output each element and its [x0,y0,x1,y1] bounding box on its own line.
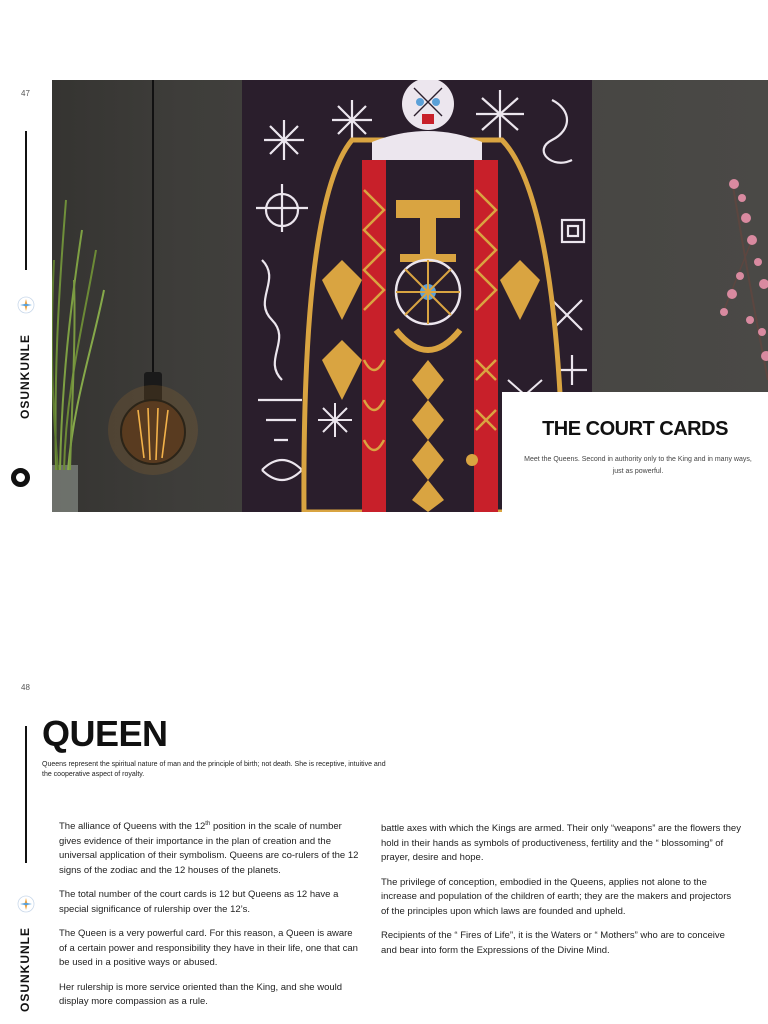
logo-mark-icon [17,895,35,913]
body-paragraph: battle axes with which the Kings are armed. Their only “weapons” are the flowers they hold in their hands as symbols of productiveness, fertility and the “ blossoming” of prayer, desire and hope. [381,823,741,863]
logo-mark-icon [17,296,35,314]
superscript: th [205,820,211,827]
section-title: THE COURT CARDS [542,418,728,440]
body-paragraph: The privilege of conception, embodied in the Queens, applies not alone to the increase and population of the children of earth; they are the makers and projectors of the principles upon which laws are founded and upheld. [381,876,732,917]
brand-name: OSUNKUNLE [18,926,32,1012]
page-title: QUEEN [42,713,168,754]
body-paragraph: The total number of the court cards is 12 but Queens as 12 have a special significance of rulership over the 12’s. [59,889,339,915]
blossom-branch-icon [720,179,768,380]
vertical-rule [25,726,27,863]
text-run: position in the scale of number gives evidence of their importance in the plan of creation and the universal application of their symbolism. Queens are co-rulers of the 12 signs of the zodiac and the 12 houses of the planets. [59,821,359,876]
vertical-rule [25,131,27,270]
page-number: 48 [21,683,30,692]
pendant-bulb-icon [108,80,198,475]
brand-name: OSUNKUNLE [18,333,32,419]
page-intro: Queens represent the spiritual nature of man and the principle of birth; not death. She is receptive, intuitive and the cooperative aspect of royalty. [42,761,386,778]
grass-plant-icon [52,200,104,512]
body-paragraph: Recipients of the “ Fires of Life”, it is the Waters or “ Mothers” who are to conceive and bear into form the Expressions of the Divine Mind. [381,930,725,956]
body-column-right [381,822,741,968]
brand-o-mark [11,468,30,487]
text-run: The alliance of Queens with the 12 [59,821,206,832]
body-column-left [59,820,359,1020]
section-subtitle: Meet the Queens. Second in authority only to the King and in many ways, just as powerful. [524,456,752,475]
body-paragraph [59,820,359,878]
body-paragraph: Her rulership is more service oriented than the King, and she would display more compassion as a rule. [59,981,343,1007]
page-number: 47 [21,89,30,98]
section-title-panel [502,392,768,512]
body-paragraph: The Queen is a very powerful card. For this reason, a Queen is aware of a certain power and responsibility they have in their life, one that can be used in a positive ways or abused. [59,928,358,968]
